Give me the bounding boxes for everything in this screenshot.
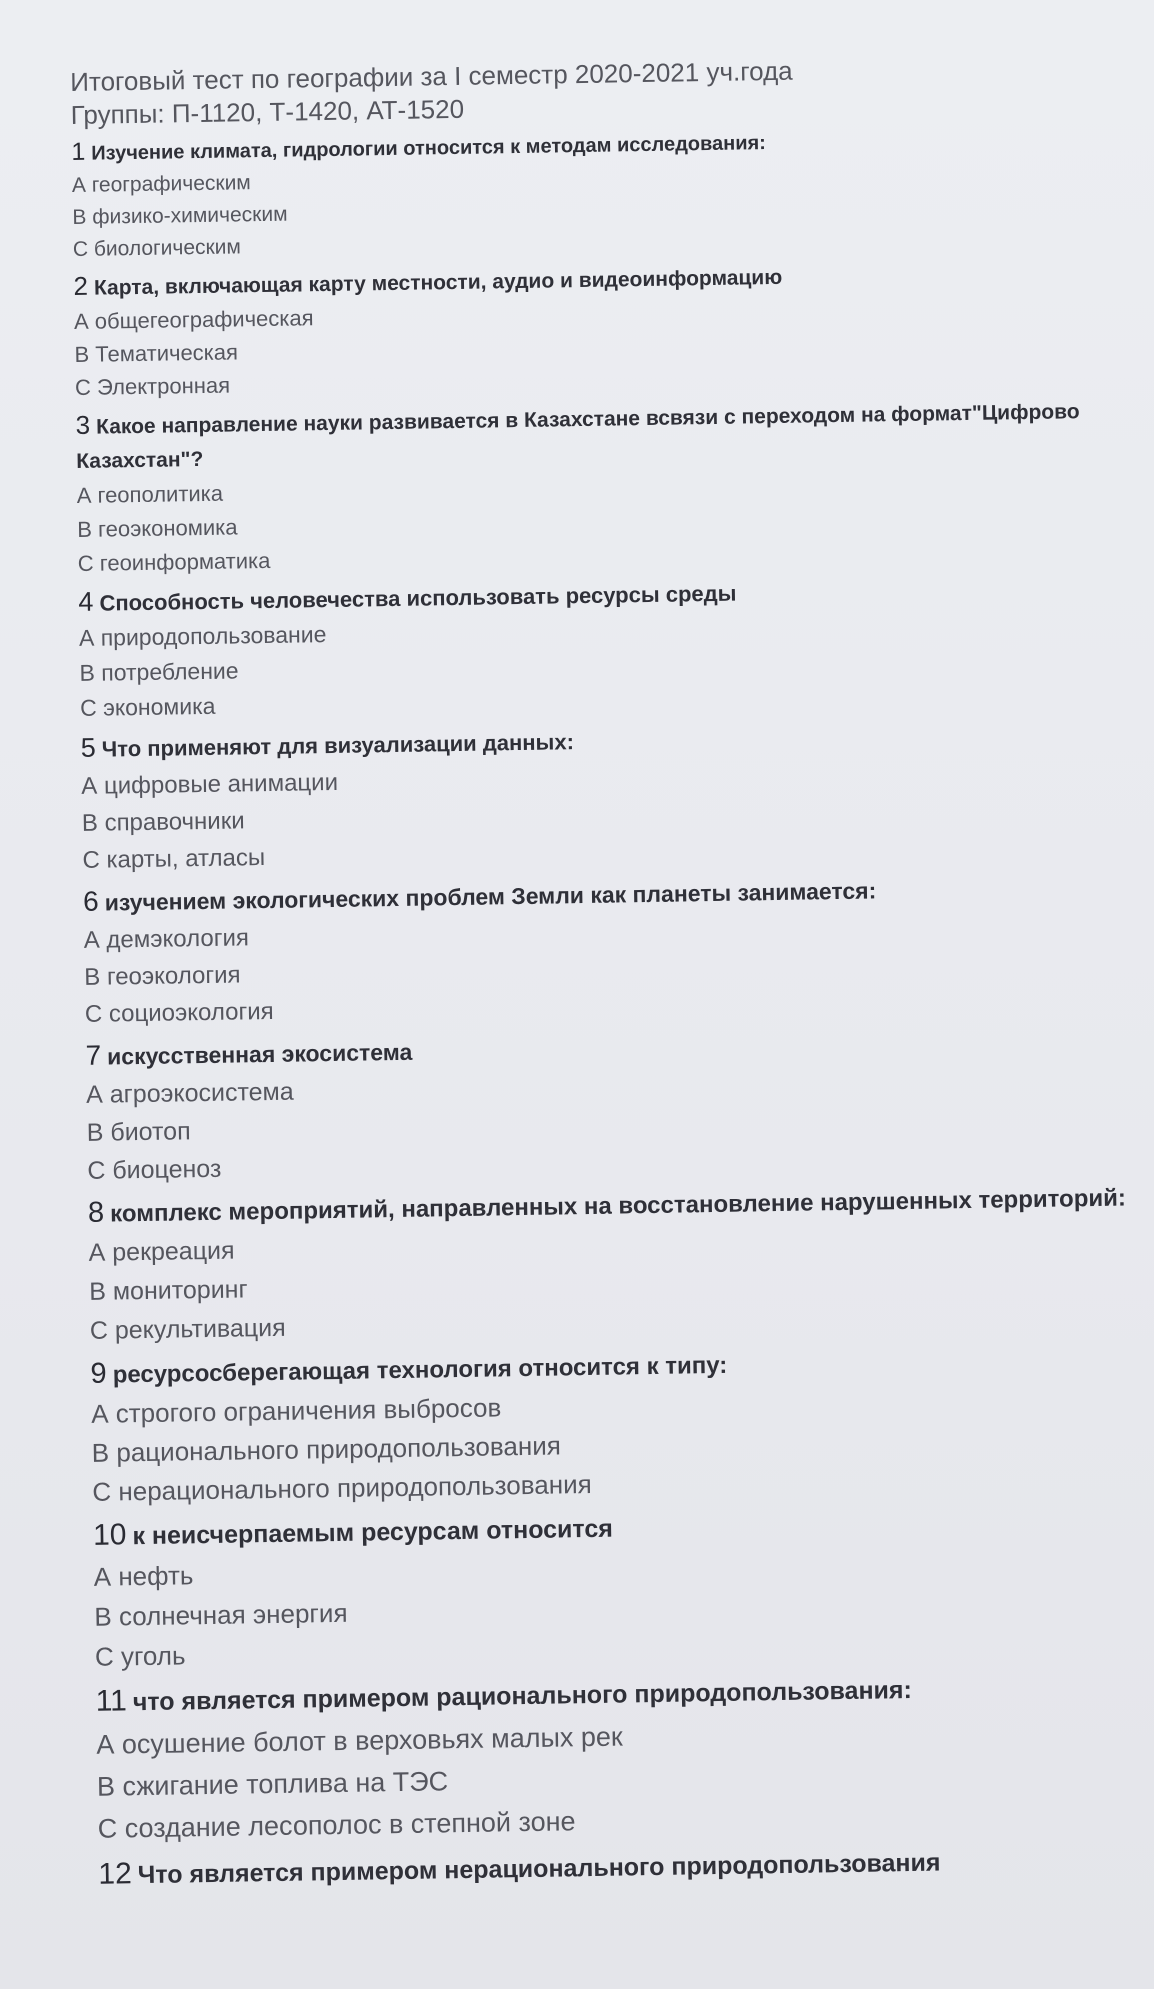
answer-option: В сжигание топлива на ТЭС <box>96 1766 449 1802</box>
test-groups: Группы: П-1120, Т-1420, АТ-1520 <box>70 93 465 130</box>
answer-option: С геоинформатика <box>77 547 271 576</box>
question-text: Какое направление науки развивается в Казахстане всвязи с переходом на формат"Цифрово <box>95 400 1080 439</box>
test-content <box>70 49 1154 1897</box>
answer-option: А геополитика <box>76 480 224 508</box>
answer-option: С карты, атласы <box>82 844 266 874</box>
question-text: Что является примером нерационального природопользования <box>137 1848 941 1890</box>
answer-option: А природопользование <box>78 621 327 651</box>
answer-option: А агроэкосистема <box>85 1077 294 1109</box>
answer-option: В физико-химическим <box>72 202 288 229</box>
answer-option: В потребление <box>79 657 239 686</box>
question-number: 12 <box>98 1857 133 1891</box>
question-number: 10 <box>92 1518 127 1552</box>
question-number: 11 <box>95 1684 128 1718</box>
answer-option: А осушение болот в верховьях малых рек <box>96 1721 623 1760</box>
question-text: комплекс мероприятий, направленных на восстановление нарушенных территорий: <box>109 1184 1127 1228</box>
question-number: 3 <box>75 409 91 440</box>
answer-option: С создание лесополос в степной зоне <box>97 1806 576 1844</box>
answer-option: С биоценоз <box>87 1154 222 1185</box>
question-text: ресурсосберегающая технология относится к типу: <box>112 1351 728 1389</box>
question-text: Способность человечества использовать ресурсы среды <box>99 580 737 616</box>
answer-option: А цифровые анимации <box>81 768 339 800</box>
answer-option: В Тематическая <box>74 339 239 367</box>
answer-option: А рекреация <box>88 1236 235 1267</box>
answer-option: В солнечная энергия <box>94 1597 348 1632</box>
question-number: 2 <box>73 270 89 301</box>
answer-option: С биологическим <box>72 235 242 261</box>
answer-option: С Электронная <box>74 372 231 400</box>
question-number: 7 <box>85 1039 102 1071</box>
answer-option: В биотоп <box>86 1117 191 1147</box>
question-text: Карта, включающая карту местности, аудио и видеоинформацию <box>93 265 783 300</box>
answer-option: А строгого ограничения выбросов <box>90 1392 502 1429</box>
question-text: что является примером рационального природопользования: <box>132 1675 913 1717</box>
answer-option: А географическим <box>71 171 251 197</box>
question-number: 6 <box>82 885 99 917</box>
answer-option: В рационального природопользования <box>91 1430 562 1468</box>
question-text-continued: Казахстан"? <box>76 447 204 473</box>
answer-option: А демэкология <box>83 924 250 954</box>
answer-option: В геоэкология <box>84 961 241 991</box>
answer-option: С рекультивация <box>89 1313 286 1345</box>
question-list <box>71 119 1154 1897</box>
question-number: 9 <box>90 1357 107 1390</box>
answer-option: А общегеографическая <box>73 305 314 334</box>
answer-option: В геоэкономика <box>77 514 238 542</box>
answer-option: С экономика <box>79 692 216 721</box>
question-text: изучением экологических проблем Земли как планеты занимается: <box>104 877 877 916</box>
answer-option: В справочники <box>81 807 245 837</box>
question-text: Что применяют для визуализации данных: <box>101 729 575 762</box>
question-number: 1 <box>71 137 86 166</box>
question-number: 4 <box>78 586 94 617</box>
question-text: Изучение климата, гидрологии относится к методам исследования: <box>91 132 767 165</box>
question-number: 8 <box>87 1196 105 1229</box>
test-title: Итоговый тест по географии за I семестр 2020-2021 уч.года <box>70 55 793 97</box>
question-text: к неисчерпаемым ресурсам относится <box>132 1514 614 1551</box>
answer-option: С уголь <box>94 1640 186 1672</box>
answer-option: С нерационального природопользования <box>92 1468 592 1507</box>
question-number: 5 <box>80 732 96 763</box>
answer-option: С социоэкология <box>84 997 274 1028</box>
question-text: искусственная экосистема <box>106 1038 413 1070</box>
answer-option: А нефть <box>93 1560 194 1592</box>
answer-option: В мониторинг <box>89 1275 248 1306</box>
